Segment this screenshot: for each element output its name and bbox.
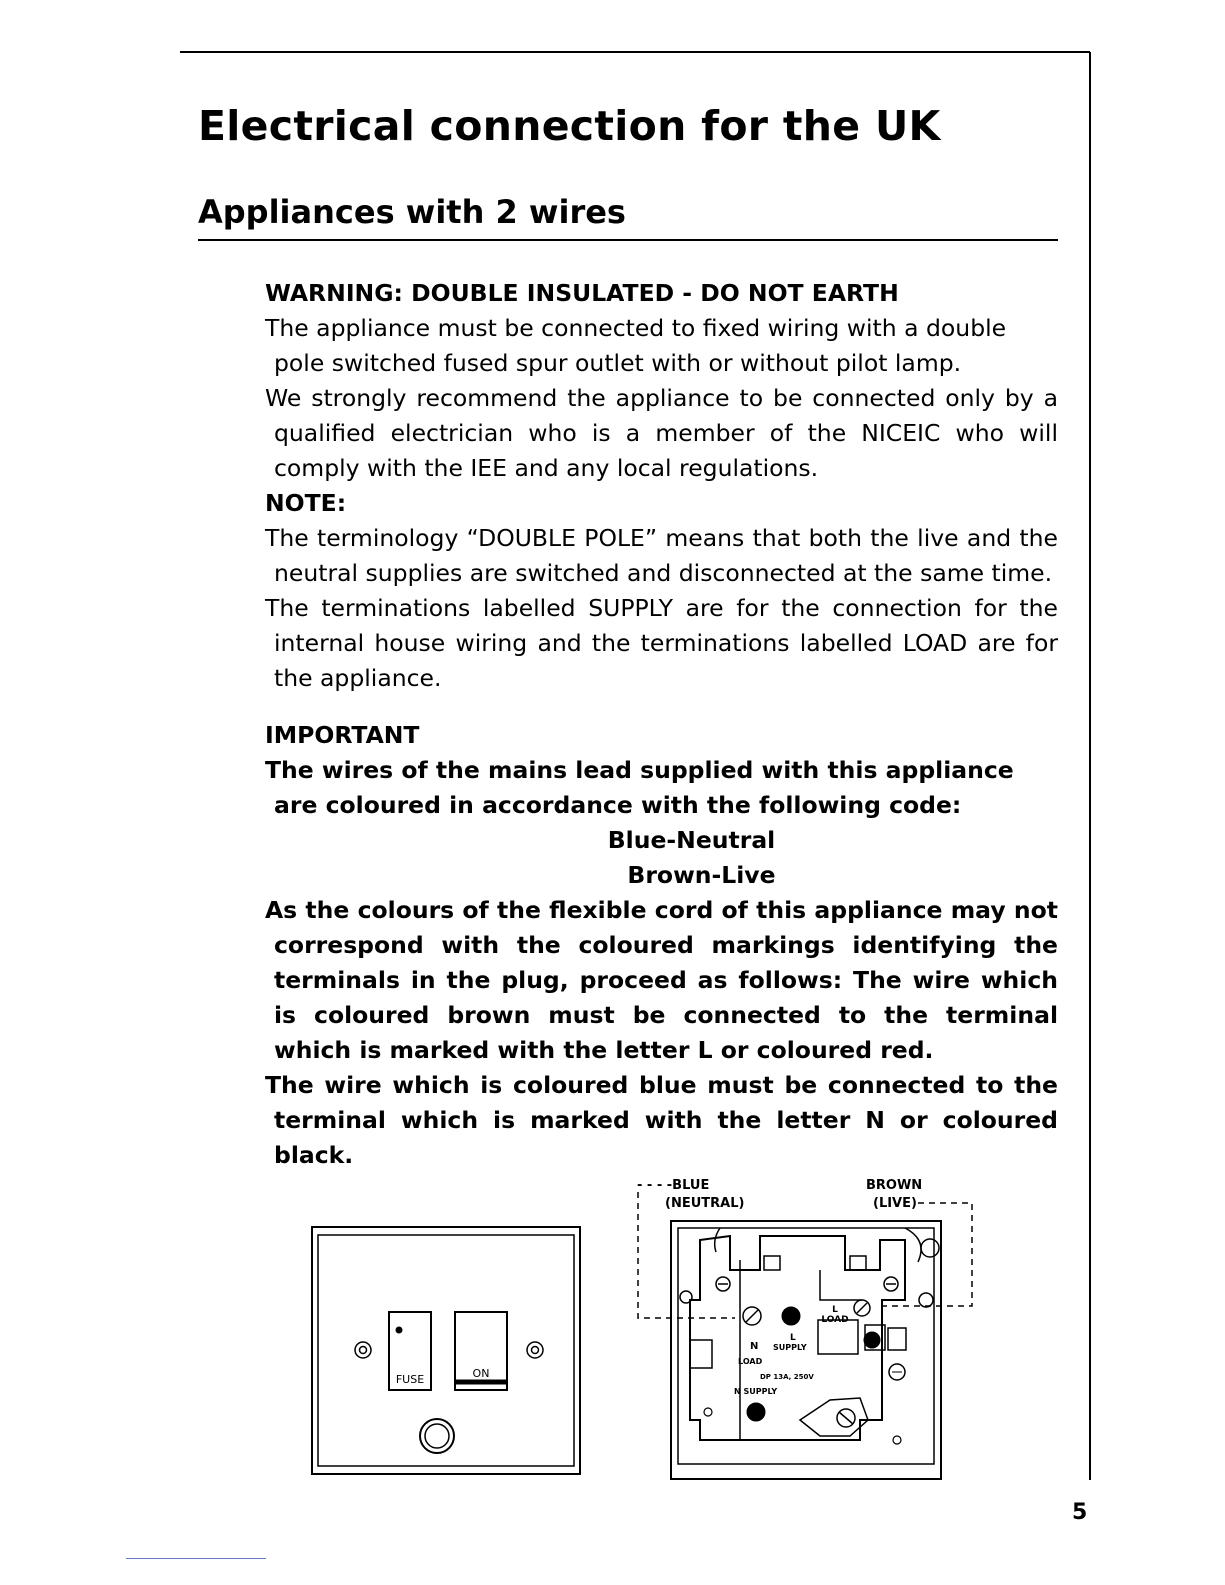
blue-label: BLUE (672, 1178, 710, 1193)
load-l-label: L (832, 1305, 838, 1315)
note-label: NOTE: (265, 489, 347, 517)
on-label: ON (472, 1367, 490, 1380)
warning-text: WARNING: DOUBLE INSULATED - DO NOT EARTH (265, 279, 899, 307)
code-brown-live: Brown-Live (627, 861, 776, 889)
pilot-lamp-icon (396, 1327, 402, 1333)
page-number: 5 (1072, 1500, 1088, 1525)
screw-icon (355, 1342, 371, 1358)
front-panel-diagram (312, 1227, 580, 1474)
n-label: N (750, 1341, 759, 1352)
neutral-label: (NEUTRAL) (665, 1196, 745, 1211)
load-bottom-label: LOAD (738, 1357, 763, 1366)
supply-label: SUPPLY (773, 1343, 807, 1352)
blue-wire-label: - - - -BLUE (637, 1178, 710, 1193)
footer-link-line (126, 1558, 266, 1559)
supply-l-label: L (790, 1333, 796, 1343)
rating-label: DP 13A, 250V (760, 1373, 814, 1381)
live-label: (LIVE) (873, 1196, 917, 1211)
brown-label: BROWN (866, 1178, 923, 1193)
n-supply-label: N SUPPLY (734, 1387, 778, 1396)
note-double-pole: The terminology “DOUBLE POLE” means that both the live and the neutral supplies are switched and disconnected at the same time. (265, 524, 1058, 587)
code-blue-neutral: Blue-Neutral (607, 826, 776, 854)
note-terminations: The terminations labelled SUPPLY are for the connection for the internal house wiring and the terminations labelled LOAD are for the appliance. (265, 594, 1058, 692)
important-brown-wire: As the colours of the flexible cord of this appliance may not correspond with the coloured markings identifying the terminals in the plug, proceed as follows: The wire which is coloured brown must be connected to the terminal which is marked with the letter L or coloured red. (265, 896, 1058, 1064)
section-title: Appliances with 2 wires (198, 193, 626, 231)
important-label: IMPORTANT (265, 721, 420, 749)
paragraph-electrician: We strongly recommend the appliance to be connected only by a qualified electrician who is a member of the NICEIC who will comply with the IEE and any local regulations. (265, 384, 1058, 482)
important-colour-code: The wires of the mains lead supplied with this appliance are coloured in accordance with the following code: (265, 756, 1014, 819)
load-top-label: LOAD (821, 1315, 849, 1325)
fuse-label: FUSE (395, 1373, 425, 1386)
page-title: Electrical connection for the UK (198, 102, 941, 150)
important-blue-wire: The wire which is coloured blue must be connected to the terminal which is marked with the letter N or coloured black. (265, 1071, 1058, 1169)
paragraph-fixed-wiring: The appliance must be connected to fixed wiring with a double pole switched fused spur outlet with or without pilot lamp. (265, 314, 1007, 377)
wiring-diagram (638, 1192, 972, 1479)
screw-icon (527, 1342, 543, 1358)
